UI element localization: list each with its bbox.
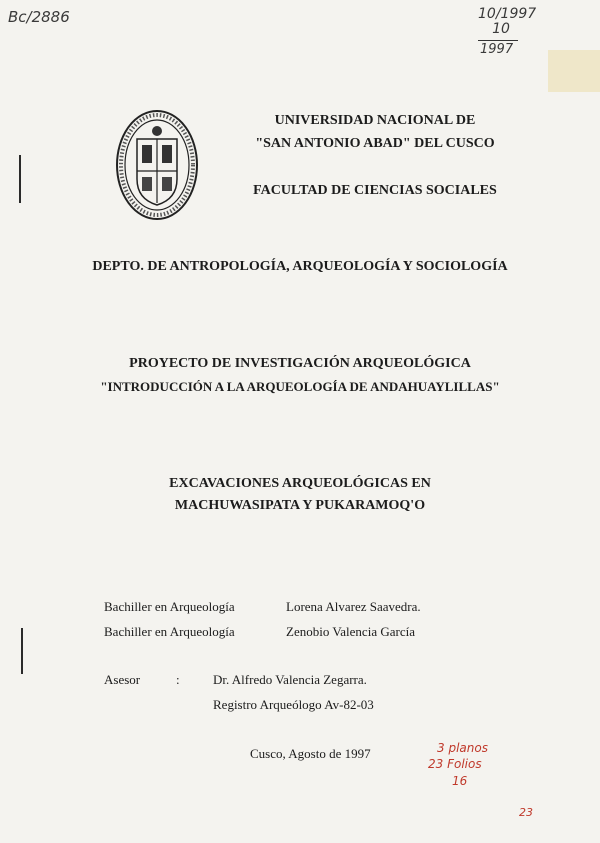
department-name: DEPTO. DE ANTROPOLOGÍA, ARQUEOLOGÍA Y SOCIOLOGÍA: [92, 259, 508, 274]
author-role: Bachiller en Arqueología: [104, 624, 235, 639]
advisor-registry: Registro Arqueólogo Av-82-03: [213, 697, 374, 712]
handwritten-fraction-denominator: 1997: [480, 42, 514, 57]
handwritten-page-mark: 23: [519, 806, 533, 819]
handwritten-fraction-numerator: 10: [492, 21, 510, 37]
university-name-line1: UNIVERSIDAD NACIONAL DE: [274, 113, 476, 128]
handwritten-note-plans: 3 planos: [437, 741, 488, 755]
project-title: PROYECTO DE INVESTIGACIÓN ARQUEOLÓGICA: [129, 356, 471, 371]
sticky-note: [548, 50, 600, 92]
handwritten-date: 10/1997: [478, 6, 537, 22]
author-name: Zenobio Valencia García: [286, 624, 415, 639]
place-date: Cusco, Agosto de 1997: [250, 746, 371, 761]
work-title-line2: MACHUWASIPATA Y PUKARAMOQ'O: [174, 498, 426, 513]
faculty-name: FACULTAD DE CIENCIAS SOCIALES: [253, 183, 497, 198]
university-seal-icon: [115, 109, 199, 221]
advisor-label: Asesor: [104, 672, 141, 687]
advisor-name: Dr. Alfredo Valencia Zegarra.: [213, 672, 367, 687]
margin-mark: [19, 155, 21, 203]
handwritten-note-count: 16: [452, 774, 468, 788]
author-name: Lorena Alvarez Saavedra.: [286, 599, 421, 614]
work-title-line1: EXCAVACIONES ARQUEOLÓGICAS EN: [169, 476, 431, 491]
university-name-line2: "SAN ANTONIO ABAD" DEL CUSCO: [255, 136, 495, 151]
advisor-separator: :: [176, 672, 180, 687]
author-role: Bachiller en Arqueología: [104, 599, 235, 614]
project-subtitle: "INTRODUCCIÓN A LA ARQUEOLOGÍA DE ANDAHUAYLILLAS": [100, 379, 500, 394]
catalog-number: Bc/2886: [8, 8, 70, 26]
handwritten-note-folios: 23 Folios: [428, 757, 482, 771]
margin-mark: [21, 628, 23, 674]
fraction-bar: [478, 40, 518, 41]
